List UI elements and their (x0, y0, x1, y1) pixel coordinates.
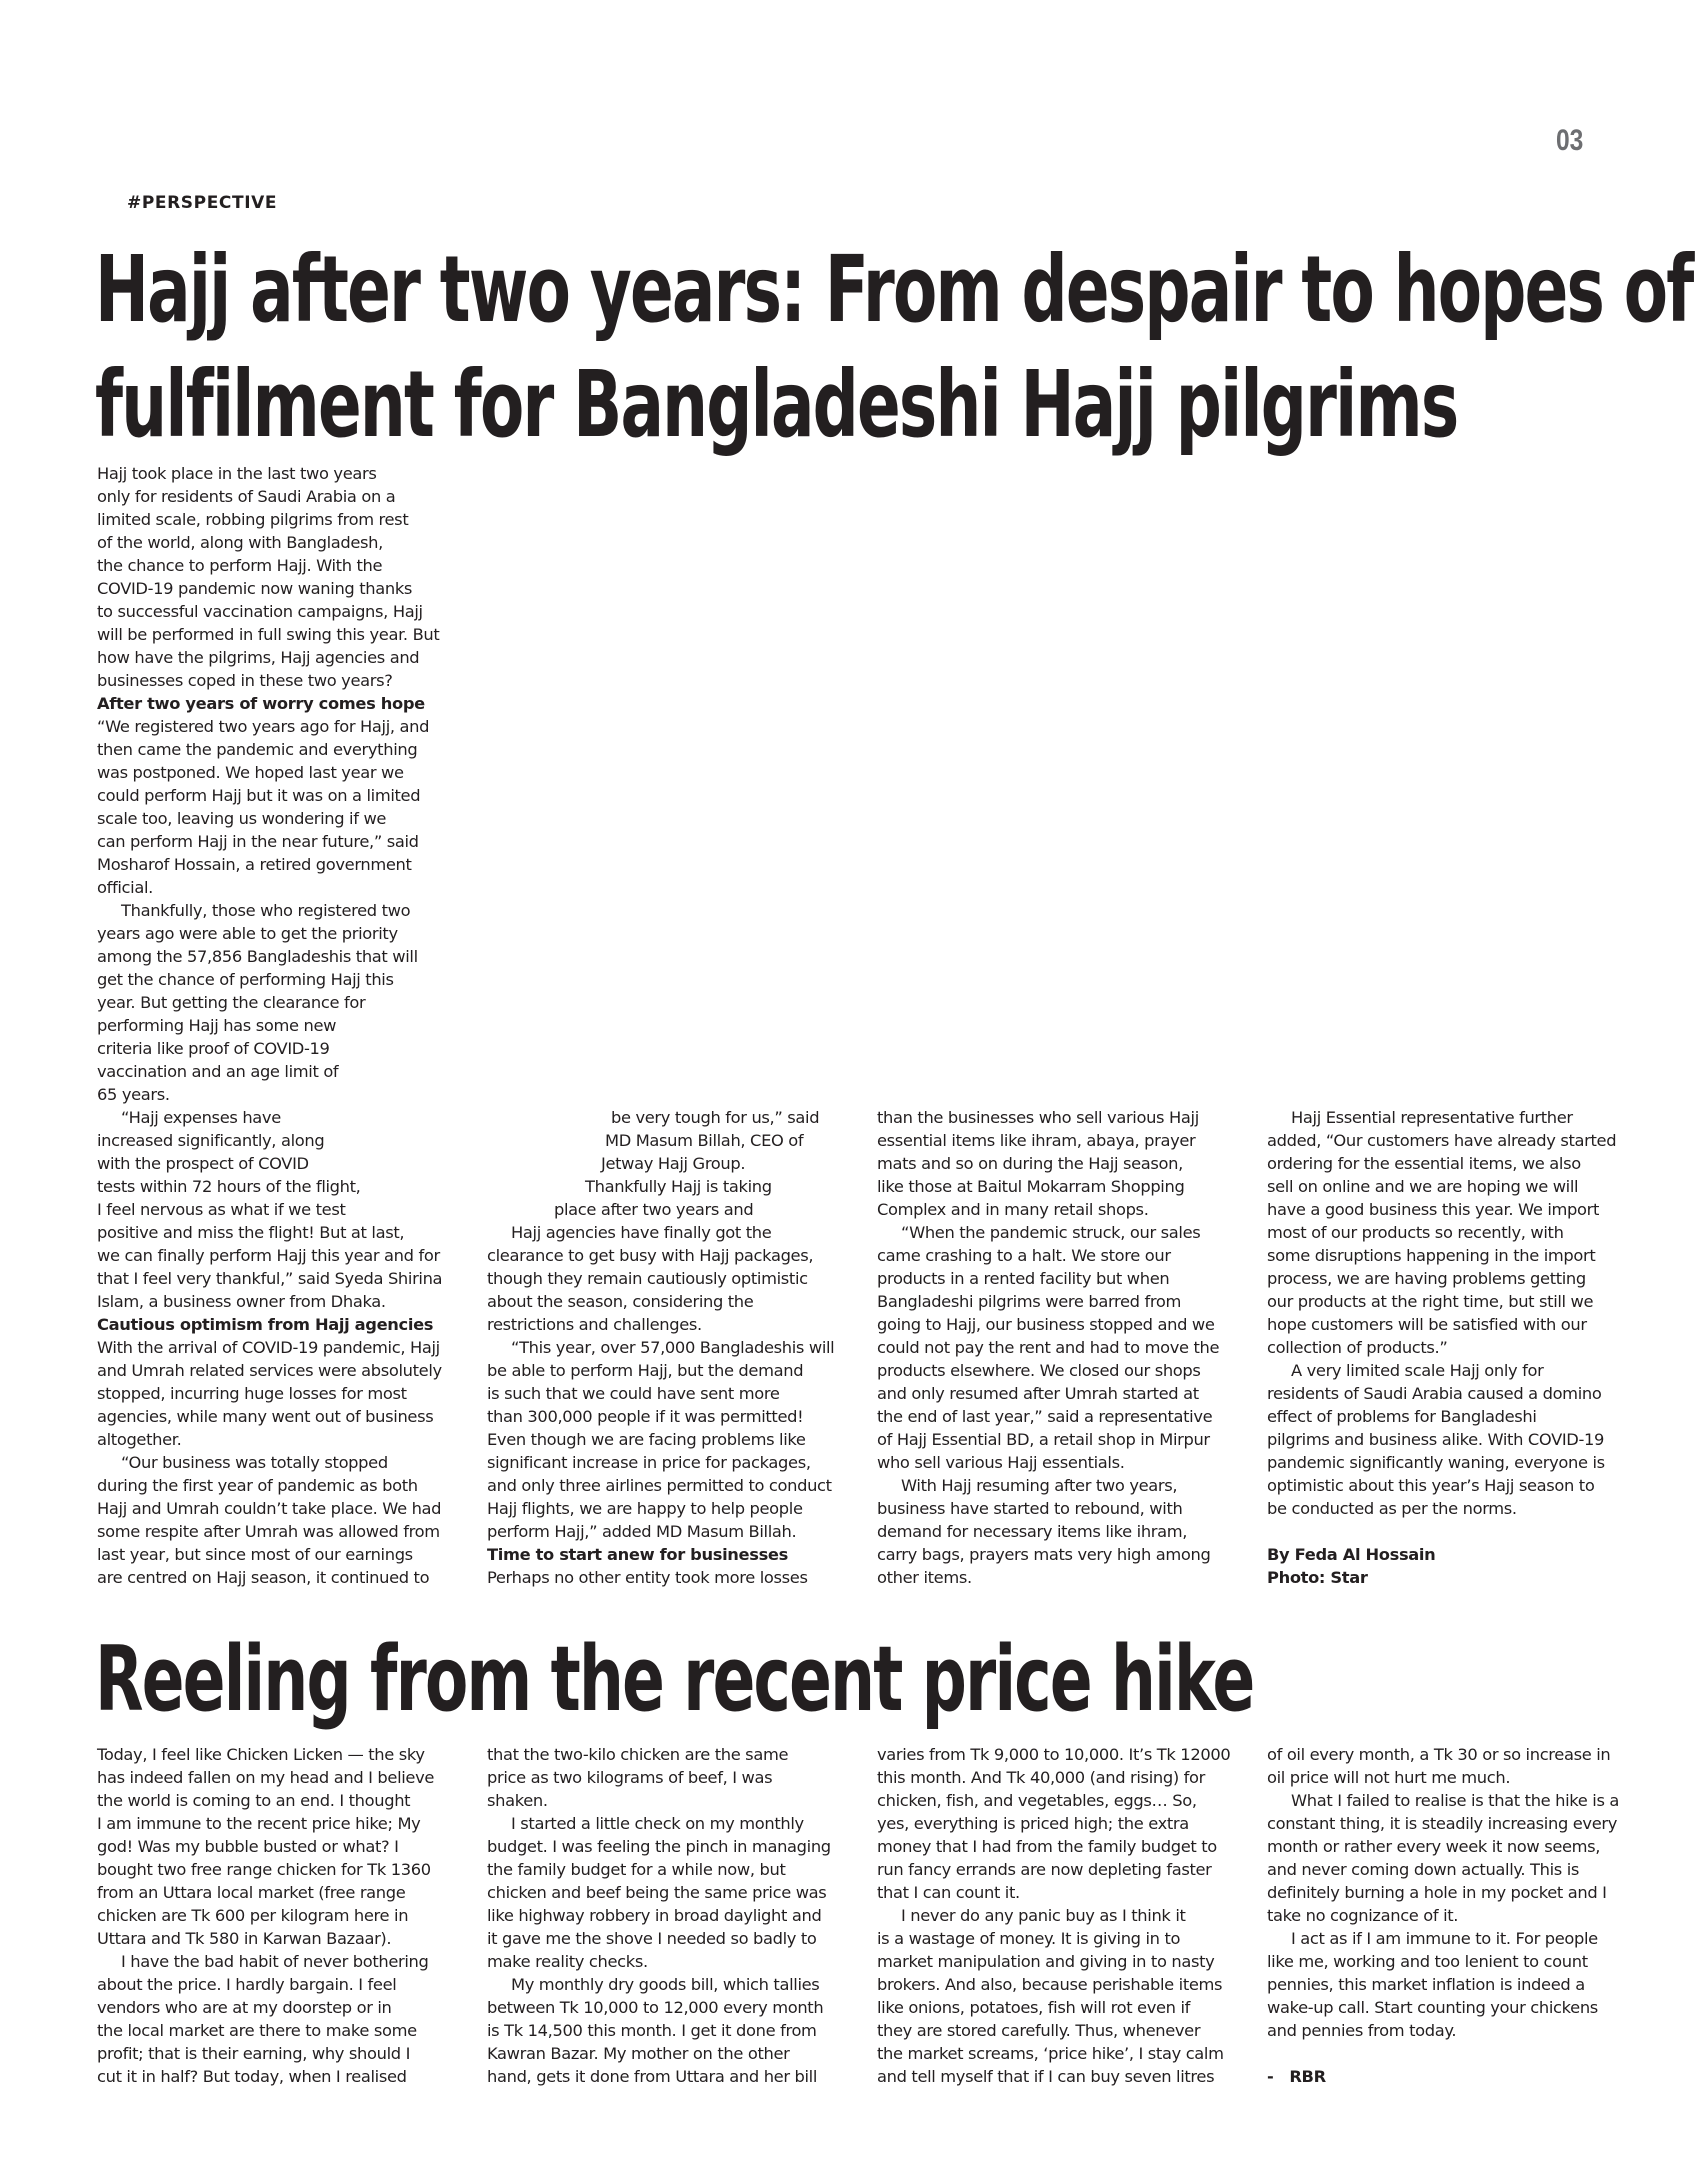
body-line: oil price will not hurt me much. (1267, 1768, 1511, 1787)
body-line: some disruptions happening in the import (1267, 1246, 1596, 1265)
body-line: official. (97, 878, 153, 897)
subheading: Cautious optimism from Hajj agencies (97, 1315, 434, 1334)
body-line: pennies, this market inflation is indeed a (1267, 1975, 1585, 1994)
article2-column-4 (1267, 1743, 1637, 2088)
body-line: scale too, leaving us wondering if we (97, 809, 387, 828)
body-line: Even though we are facing problems like (487, 1430, 806, 1449)
body-line: profit; that is their earning, why should I (97, 2044, 411, 2063)
body-line: process, we are having problems getting (1267, 1269, 1586, 1288)
body-line: that the two-kilo chicken are the same (487, 1745, 789, 1764)
body-line: constant thing, it is steadily increasing every (1267, 1814, 1618, 1833)
body-line: year. But getting the clearance for (97, 993, 366, 1012)
body-line: significant increase in price for packages, (487, 1453, 811, 1472)
body-line: hope customers will be satisfied with our (1267, 1315, 1587, 1334)
body-line: budget. I was feeling the pinch in managing (487, 1837, 831, 1856)
body-line: “Hajj expenses have (121, 1108, 281, 1127)
body-line: collection of products.” (1267, 1338, 1448, 1357)
body-line: could perform Hajj but it was on a limited (97, 786, 421, 805)
spacer (1267, 2042, 1637, 2065)
body-line: the market screams, ‘price hike’, I stay calm (877, 2044, 1224, 2063)
body-line: clearance to get busy with Hajj packages, (487, 1246, 814, 1265)
body-line: that I can count it. (877, 1883, 1020, 1902)
body-line: years ago were able to get the priority (97, 924, 398, 943)
article1-headline-line1: Hajj after two years: From despair to hopes of (95, 236, 1693, 343)
body-line: My monthly dry goods bill, which tallies (511, 1975, 820, 1994)
body-line: price as two kilograms of beef, I was (487, 1768, 773, 1787)
body-line: added, “Our customers have already started (1267, 1131, 1617, 1150)
body-line: and pennies from today. (1267, 2021, 1457, 2040)
body-line: ordering for the essential items, we also (1267, 1154, 1581, 1173)
body-line: Hajj flights, we are happy to help people (487, 1499, 803, 1518)
body-line: residents of Saudi Arabia caused a domino (1267, 1384, 1602, 1403)
body-line: market manipulation and giving in to nasty (877, 1952, 1215, 1971)
body-line: run fancy errands are now depleting faster (877, 1860, 1212, 1879)
body-line: bought two free range chicken for Tk 1360 (97, 1860, 431, 1879)
body-line: it gave me the shove I needed so badly to (487, 1929, 817, 1948)
body-line: hand, gets it done from Uttara and her bill (487, 2067, 818, 2086)
body-line: altogether. (97, 1430, 182, 1449)
body-line: businesses coped in these two years? (97, 671, 393, 690)
body-line: than the businesses who sell various Hajj (877, 1108, 1199, 1127)
article1-column-3 (877, 1106, 1247, 1589)
photo-credit: Photo: Star (1267, 1568, 1368, 1587)
body-line: our products at the right time, but still we (1267, 1292, 1594, 1311)
body-line: the local market are there to make some (97, 2021, 417, 2040)
body-line: place after two years and (554, 1200, 754, 1219)
body-line: be very tough for us,” said (611, 1108, 820, 1127)
body-line: performing Hajj has some new (97, 1016, 337, 1035)
body-line: and only three airlines permitted to conduct (487, 1476, 832, 1495)
body-line: Today, I feel like Chicken Licken — the sky (97, 1745, 425, 1764)
signoff: - RBR (1267, 2067, 1326, 2086)
body-line: other items. (877, 1568, 972, 1587)
body-line: With Hajj resuming after two years, (901, 1476, 1178, 1495)
body-line: the chance to perform Hajj. With the (97, 556, 383, 575)
body-line: With the arrival of COVID-19 pandemic, Hajj (97, 1338, 440, 1357)
body-line: Complex and in many retail shops. (877, 1200, 1149, 1219)
article2-column-2 (487, 1743, 857, 2088)
body-line: Jetway Hajj Group. (601, 1154, 746, 1173)
body-line: could not pay the rent and had to move the (877, 1338, 1220, 1357)
body-line: last year, but since most of our earnings (97, 1545, 413, 1564)
body-line: MD Masum Billah, CEO of (605, 1131, 804, 1150)
body-line: I started a little check on my monthly (511, 1814, 804, 1833)
body-line: perform Hajj,” added MD Masum Billah. (487, 1522, 797, 1541)
body-line: like me, working and too lenient to count (1267, 1952, 1588, 1971)
body-line: I feel nervous as what if we test (97, 1200, 346, 1219)
body-line: about the price. I hardly bargain. I feel (97, 1975, 397, 1994)
body-line: are centred on Hajj season, it continued to (97, 1568, 430, 1587)
body-line: will be performed in full swing this year. But (97, 625, 440, 644)
body-line: most of our products so recently, with (1267, 1223, 1564, 1242)
body-line: A very limited scale Hajj only for (1291, 1361, 1544, 1380)
article2-column-3 (877, 1743, 1247, 2088)
body-line: like those at Baitul Mokarram Shopping (877, 1177, 1185, 1196)
spacer (1267, 1520, 1637, 1543)
body-line: Perhaps no other entity took more losses (487, 1568, 808, 1587)
body-line: can perform Hajj in the near future,” said (97, 832, 419, 851)
body-line: like onions, potatoes, fish will rot even if (877, 1998, 1191, 2017)
body-line: during the first year of pandemic as both (97, 1476, 418, 1495)
body-line: we can finally perform Hajj this year and for (97, 1246, 440, 1265)
body-line: Islam, a business owner from Dhaka. (97, 1292, 386, 1311)
body-line: brokers. And also, because perishable items (877, 1975, 1223, 1994)
body-line: Hajj took place in the last two years (97, 464, 377, 483)
body-line: and tell myself that if I can buy seven litres (877, 2067, 1215, 2086)
body-line: with the prospect of COVID (97, 1154, 309, 1173)
body-line: What I failed to realise is that the hike is a (1291, 1791, 1620, 1810)
body-line: “We registered two years ago for Hajj, and (97, 717, 430, 736)
article1-column-2 (487, 1106, 857, 1589)
body-line: have a good business this year. We import (1267, 1200, 1599, 1219)
body-line: 65 years. (97, 1085, 170, 1104)
body-line: is a wastage of money. It is giving in to (877, 1929, 1181, 1948)
body-line: chicken are Tk 600 per kilogram here in (97, 1906, 409, 1925)
subheading: Time to start anew for businesses (487, 1545, 788, 1564)
article1-headline-line2: fulfilment for Bangladeshi Hajj pilgrims (95, 351, 1458, 458)
body-line: to successful vaccination campaigns, Hajj (97, 602, 423, 621)
body-line: be conducted as per the norms. (1267, 1499, 1517, 1518)
article2-column-1 (97, 1743, 467, 2088)
article1-column-4 (1267, 1106, 1637, 1589)
body-line: tests within 72 hours of the flight, (97, 1177, 361, 1196)
body-line: has indeed fallen on my head and I believe (97, 1768, 435, 1787)
body-line: demand for necessary items like ihram, (877, 1522, 1188, 1541)
subheading: After two years of worry comes hope (97, 694, 425, 713)
body-line: optimistic about this year’s Hajj season to (1267, 1476, 1595, 1495)
body-line: then came the pandemic and everything (97, 740, 418, 759)
body-line: chicken, fish, and vegetables, eggs… So, (877, 1791, 1197, 1810)
body-line: I am immune to the recent price hike; My (97, 1814, 421, 1833)
body-line: “Our business was totally stopped (121, 1453, 388, 1472)
byline: By Feda Al Hossain (1267, 1545, 1436, 1564)
body-line: I act as if I am immune to it. For people (1291, 1929, 1598, 1948)
body-line: came crashing to a halt. We store our (877, 1246, 1171, 1265)
body-line: from an Uttara local market (free range (97, 1883, 406, 1902)
body-line: business have started to rebound, with (877, 1499, 1183, 1518)
body-line: of oil every month, a Tk 30 or so increase in (1267, 1745, 1611, 1764)
body-line: mats and so on during the Hajj season, (877, 1154, 1183, 1173)
body-line: wake-up call. Start counting your chickens (1267, 1998, 1598, 2017)
body-line: is Tk 14,500 this month. I get it done from (487, 2021, 817, 2040)
body-line: limited scale, robbing pilgrims from rest (97, 510, 409, 529)
body-line: only for residents of Saudi Arabia on a (97, 487, 396, 506)
body-line: who sell various Hajj essentials. (877, 1453, 1125, 1472)
body-line: varies from Tk 9,000 to 10,000. It’s Tk 12000 (877, 1745, 1231, 1764)
body-line: pandemic significantly waning, everyone is (1267, 1453, 1605, 1472)
body-line: criteria like proof of COVID-19 (97, 1039, 330, 1058)
body-line: of the world, along with Bangladesh, (97, 533, 383, 552)
body-line: Bangladeshi pilgrims were barred from (877, 1292, 1181, 1311)
page-number: 03 (1556, 124, 1584, 157)
body-line: that I feel very thankful,” said Syeda Shirina (97, 1269, 443, 1288)
body-line: make reality checks. (487, 1952, 648, 1971)
body-line: was postponed. We hoped last year we (97, 763, 404, 782)
body-line: and never coming down actually. This is (1267, 1860, 1580, 1879)
body-line: than 300,000 people if it was permitted! (487, 1407, 804, 1426)
body-line: positive and miss the flight! But at last, (97, 1223, 405, 1242)
body-line: COVID-19 pandemic now waning thanks (97, 579, 413, 598)
body-line: Kawran Bazar. My mother on the other (487, 2044, 790, 2063)
body-line: they are stored carefully. Thus, whenever (877, 2021, 1201, 2040)
body-line: this month. And Tk 40,000 (and rising) for (877, 1768, 1205, 1787)
body-line: stopped, incurring huge losses for most (97, 1384, 407, 1403)
body-line: vendors who are at my doorstep or in (97, 1998, 392, 2017)
body-line: the end of last year,” said a representative (877, 1407, 1213, 1426)
body-line: increased significantly, along (97, 1131, 325, 1150)
body-line: the world is coming to an end. I thought (97, 1791, 411, 1810)
body-line: god! Was my bubble busted or what? I (97, 1837, 399, 1856)
body-line: going to Hajj, our business stopped and we (877, 1315, 1215, 1334)
body-line: money that I had from the family budget to (877, 1837, 1217, 1856)
body-line: Uttara and Tk 580 in Karwan Bazaar). (97, 1929, 392, 1948)
body-line: vaccination and an age limit of (97, 1062, 339, 1081)
body-line: some respite after Umrah was allowed from (97, 1522, 440, 1541)
body-line: get the chance of performing Hajj this (97, 970, 394, 989)
body-line: among the 57,856 Bangladeshis that will (97, 947, 418, 966)
article2-headline: Reeling from the recent price hike (95, 1627, 1254, 1732)
body-line: I never do any panic buy as I think it (901, 1906, 1186, 1925)
body-line: restrictions and challenges. (487, 1315, 702, 1334)
article1-column-1 (97, 462, 457, 1589)
body-line: like highway robbery in broad daylight and (487, 1906, 822, 1925)
body-line: effect of problems for Bangladeshi (1267, 1407, 1537, 1426)
body-line: take no cognizance of it. (1267, 1906, 1459, 1925)
body-line: yes, everything is priced high; the extra (877, 1814, 1189, 1833)
body-line: agencies, while many went out of business (97, 1407, 434, 1426)
body-line: Hajj Essential representative further (1291, 1108, 1573, 1127)
body-line: Hajj and Umrah couldn’t take place. We had (97, 1499, 442, 1518)
body-line: of Hajj Essential BD, a retail shop in Mirpur (877, 1430, 1210, 1449)
body-line: the family budget for a while now, but (487, 1860, 786, 1879)
body-line: about the season, considering the (487, 1292, 754, 1311)
body-line: “This year, over 57,000 Bangladeshis will (511, 1338, 835, 1357)
body-line: cut it in half? But today, when I realised (97, 2067, 407, 2086)
body-line: definitely burning a hole in my pocket and I (1267, 1883, 1607, 1902)
body-line: Hajj agencies have finally got the (511, 1223, 772, 1242)
body-line: pilgrims and business alike. With COVID-19 (1267, 1430, 1605, 1449)
section-tag: #PERSPECTIVE (127, 193, 278, 213)
body-line: products in a rented facility but when (877, 1269, 1170, 1288)
body-line: shaken. (487, 1791, 548, 1810)
body-line: Thankfully, those who registered two (121, 901, 411, 920)
body-line: month or rather every week it now seems, (1267, 1837, 1601, 1856)
body-line: Thankfully Hajj is taking (585, 1177, 772, 1196)
body-line: chicken and beef being the same price was (487, 1883, 827, 1902)
body-line: though they remain cautiously optimistic (487, 1269, 808, 1288)
body-line: sell on online and we are hoping we will (1267, 1177, 1579, 1196)
body-line: Mosharof Hossain, a retired government (97, 855, 412, 874)
body-line: and only resumed after Umrah started at (877, 1384, 1199, 1403)
body-line: and Umrah related services were absolutely (97, 1361, 442, 1380)
body-line: “When the pandemic struck, our sales (901, 1223, 1201, 1242)
body-line: essential items like ihram, abaya, prayer (877, 1131, 1196, 1150)
body-line: is such that we could have sent more (487, 1384, 780, 1403)
body-line: carry bags, prayers mats very high among (877, 1545, 1211, 1564)
body-line: be able to perform Hajj, but the demand (487, 1361, 804, 1380)
body-line: how have the pilgrims, Hajj agencies and (97, 648, 420, 667)
body-line: I have the bad habit of never bothering (121, 1952, 429, 1971)
body-line: between Tk 10,000 to 12,000 every month (487, 1998, 824, 2017)
body-line: products elsewhere. We closed our shops (877, 1361, 1201, 1380)
